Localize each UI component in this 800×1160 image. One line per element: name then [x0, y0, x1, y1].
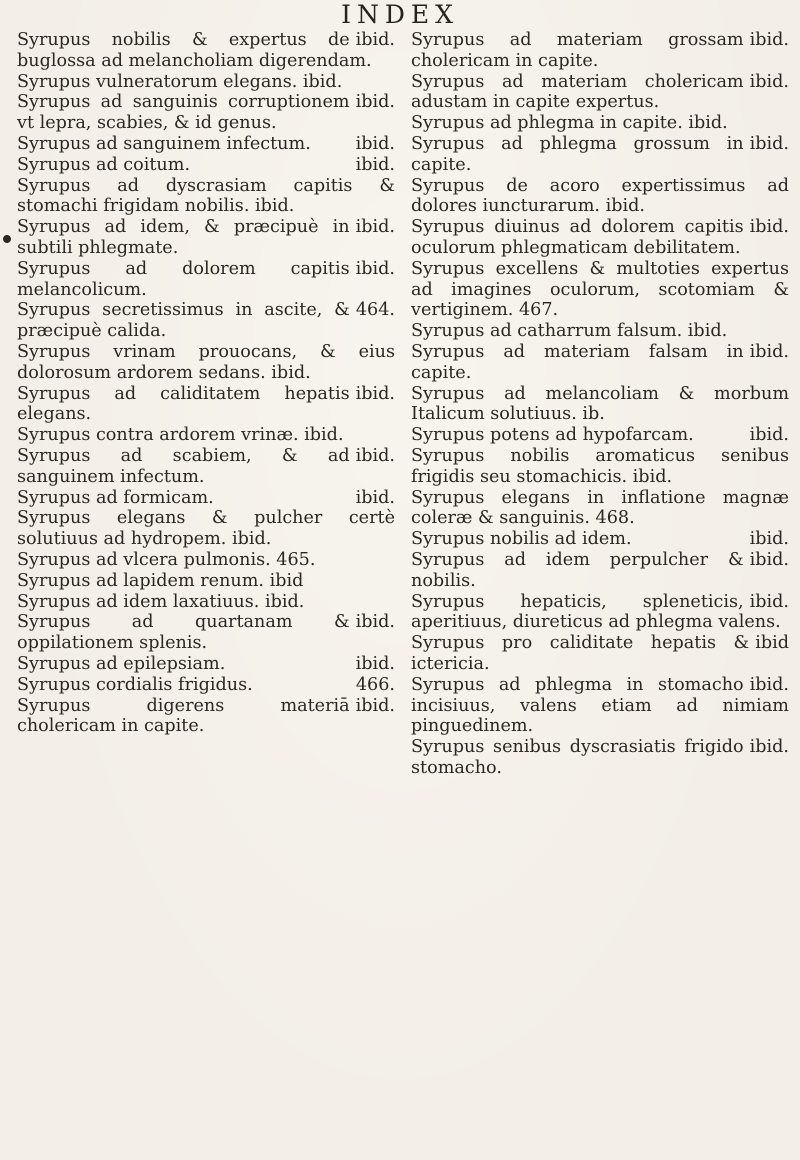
index-entry	[17, 550, 395, 571]
index-entry	[411, 134, 789, 176]
entry-text: Syrupus elegans in inflatione magnæ coleræ & sanguinis. 468.	[411, 487, 789, 529]
entry-text: Syrupus potens ad hypofarcam.	[411, 425, 694, 446]
entry-text: Syrupus vulneratorum elegans. ibid.	[17, 71, 343, 92]
index-entry	[411, 113, 789, 134]
index-entry	[17, 134, 395, 155]
page-reference: ibid.	[355, 695, 395, 716]
entry-text: Syrupus ad formicam.	[17, 487, 214, 508]
entry-text: Syrupus ad caliditatem hepatis elegans.	[17, 383, 350, 425]
index-entry	[17, 92, 395, 134]
entry-text: Syrupus ad phlegma in stomacho incisiuus, valens etiam ad nimiam pinguedinem.	[411, 674, 789, 737]
entry-text: Syrupus hepaticis, spleneticis, aperitiuus, diureticus ad phlegma valens.	[411, 591, 781, 633]
page-reference: ibid.	[749, 71, 789, 92]
entry-text: Syrupus ad phlegma grossum in capite.	[411, 133, 744, 175]
entry-text: Syrupus ad epilepsiam.	[17, 653, 226, 674]
page-reference: ibid.	[749, 30, 789, 50]
entry-text: Syrupus ad idem, & præcipuè in subtili phlegmate.	[17, 217, 350, 258]
entry-text: Syrupus ad materiam falsam in capite.	[411, 341, 744, 383]
entry-text: Syrupus nobilis aromaticus senibus frigidis seu stomachicis. ibid.	[411, 445, 789, 487]
index-entry	[17, 259, 395, 301]
entry-text: Syrupus de acoro expertissimus ad dolores iuncturarum. ibid.	[411, 175, 789, 217]
entry-text: Syrupus ad sanguinis corruptionem vt lepra, scabies, & id genus.	[17, 92, 350, 134]
index-entry	[17, 155, 395, 176]
index-entry	[411, 592, 789, 634]
page-reference: ibid.	[749, 549, 789, 570]
page-reference: ibid.	[749, 425, 789, 446]
page-reference: ibid.	[355, 30, 395, 50]
index-entry	[411, 321, 789, 342]
index-entry	[17, 72, 395, 93]
entry-text: Syrupus ad catharrum falsum. ibid.	[411, 321, 728, 342]
index-entry	[411, 217, 789, 259]
entry-text: Syrupus ad phlegma in capite. ibid.	[411, 113, 728, 134]
page-reference: 466.	[355, 674, 395, 695]
entry-text: Syrupus diuinus ad dolorem capitis oculorum phlegmaticam debilitatem.	[411, 217, 744, 258]
entry-text: Syrupus ad lapidem renum. ibid	[17, 570, 304, 591]
page-reference: ibid	[755, 633, 789, 654]
page-reference: ibid.	[749, 591, 789, 612]
index-entry	[411, 425, 789, 446]
index-entry	[411, 72, 789, 114]
entry-text: Syrupus pro caliditate hepatis & ictericia.	[411, 633, 750, 674]
entry-text: Syrupus nobilis & expertus de buglossa ad melancholiam digerendam.	[17, 30, 372, 71]
entry-text: Syrupus ad quartanam & oppilationem splenis.	[17, 612, 350, 654]
entry-text: Syrupus excellens & multoties expertus ad imagines oculorum, scotomiam & vertiginem. 467.	[411, 258, 789, 321]
index-entry	[17, 30, 395, 72]
page-reference: ibid.	[355, 612, 395, 633]
page-reference: ibid.	[749, 674, 789, 695]
index-entry	[411, 737, 789, 779]
index-entry	[17, 675, 395, 696]
entry-text: Syrupus ad idem perpulcher & nobilis.	[411, 549, 744, 591]
page-reference: 464.	[355, 300, 395, 321]
index-entry	[411, 550, 789, 592]
page-reference: ibid.	[749, 133, 789, 154]
entry-text: Syrupus ad dolorem capitis melancolicum.	[17, 258, 350, 300]
index-entry	[411, 259, 789, 321]
entry-text: Syrupus cordialis frigidus.	[17, 674, 253, 695]
margin-mark	[2, 234, 13, 245]
entry-text: Syrupus ad dyscrasiam capitis & stomachi frigidam nobilis. ibid.	[17, 175, 395, 217]
page-reference: ibid.	[355, 258, 395, 279]
page-reference: ibid.	[355, 92, 395, 113]
entry-text: Syrupus ad idem laxatiuus. ibid.	[17, 591, 305, 612]
page-header: INDEX	[341, 0, 459, 29]
entry-text: Syrupus vrinam prouocans, & eius dolorosum ardorem sedans. ibid.	[17, 341, 395, 383]
page-reference: ibid.	[749, 529, 789, 550]
entry-text: Syrupus senibus dyscrasiatis frigido stomacho.	[411, 737, 744, 778]
index-entry	[411, 30, 789, 72]
index-entry	[17, 612, 395, 654]
page-reference: ibid.	[749, 737, 789, 758]
page-reference: ibid.	[355, 653, 395, 674]
index-entry	[17, 592, 395, 613]
page-reference: ibid.	[355, 445, 395, 466]
entry-text: Syrupus digerens materiā cholericam in capite.	[17, 695, 350, 737]
page-reference: ibid.	[749, 341, 789, 362]
entry-text: Syrupus elegans & pulcher certè solutiuus ad hydropem. ibid.	[17, 508, 395, 550]
index-entry	[17, 217, 395, 259]
page-reference: ibid.	[355, 487, 395, 508]
page-reference: ibid.	[749, 217, 789, 238]
page-reference: ibid.	[355, 154, 395, 175]
index-entry	[411, 529, 789, 550]
entry-text: Syrupus ad scabiem, & ad sanguinem infectum.	[17, 445, 350, 487]
index-entry	[17, 654, 395, 675]
index-entry	[411, 384, 789, 426]
index-entry	[17, 488, 395, 509]
page-reference: ibid.	[355, 133, 395, 154]
entry-text: Syrupus nobilis ad idem.	[411, 529, 632, 550]
entry-text: Syrupus ad materiam cholericam adustam in capite expertus.	[411, 71, 744, 113]
entry-text: Syrupus contra ardorem vrinæ. ibid.	[17, 425, 344, 446]
index-entry	[17, 342, 395, 384]
index-entry	[17, 176, 395, 218]
entry-text: Syrupus secretissimus in ascite, & præcipuè calida.	[17, 300, 350, 342]
index-column-left	[17, 30, 395, 737]
entry-text: Syrupus ad sanguinem infectum.	[17, 133, 311, 154]
index-entry	[411, 176, 789, 218]
entry-text: Syrupus ad melancoliam & morbum Italicum solutiuus. ib.	[411, 383, 789, 425]
entry-text: Syrupus ad coitum.	[17, 154, 191, 175]
index-entry	[17, 696, 395, 738]
page-reference: ibid.	[355, 217, 395, 238]
page-reference: ibid.	[355, 383, 395, 404]
index-entry	[411, 446, 789, 488]
index-entry	[17, 425, 395, 446]
index-entry	[17, 508, 395, 550]
entry-text: Syrupus ad materiam grossam cholericam in capite.	[411, 30, 744, 71]
index-entry	[411, 633, 789, 675]
index-entry	[17, 446, 395, 488]
entry-text: Syrupus ad vlcera pulmonis. 465.	[17, 549, 316, 570]
index-entry	[411, 488, 789, 530]
index-entry	[17, 384, 395, 426]
index-entry	[411, 342, 789, 384]
index-entry	[411, 675, 789, 737]
index-column-right	[411, 30, 789, 779]
index-entry	[17, 300, 395, 342]
index-entry	[17, 571, 395, 592]
